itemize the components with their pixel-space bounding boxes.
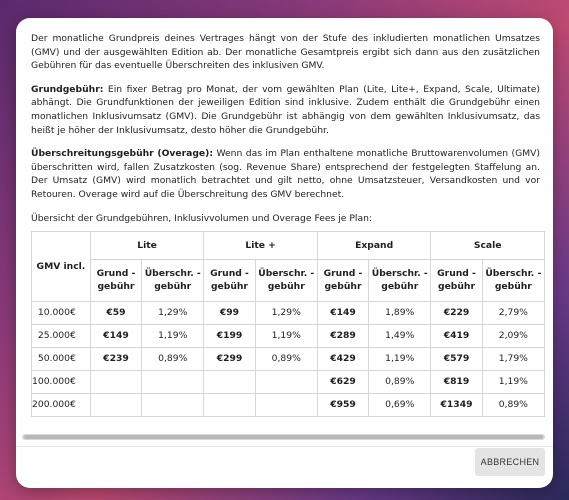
base-fee-cell: €1349: [431, 394, 482, 417]
overage-fee-cell: 1,19%: [142, 325, 204, 348]
table-row: [32, 371, 545, 394]
base-fee-cell: €819: [431, 371, 482, 394]
overage-text: Wenn das im Plan enthaltene monatliche Bruttowarenvolumen (GMV) überschritten wird, fallen Zusatzkosten (sog. Revenue Share) entsprechend der festgelegten Staffelung an. Der Umsatz (GMV) wird monatlich betrachtet und gilt netto, ohne Umsatzsteuer, Versandkosten und vor Retouren. Overage wird auf die Überschreitung des GMV berechnet.: [31, 148, 541, 200]
overage-fee-cell: 0,89%: [255, 348, 317, 371]
base-fee-cell: €149: [90, 325, 141, 348]
base-fee-cell: €149: [317, 302, 368, 325]
base-fee-cell: €99: [204, 302, 255, 325]
sub-header-overage: Überschr. - gebühr: [369, 260, 431, 302]
overage-fee-cell: 1,19%: [369, 348, 431, 371]
gmv-cell: 25.000€: [32, 325, 91, 348]
gmv-cell: 50.000€: [32, 348, 91, 371]
base-fee-cell: [204, 394, 255, 417]
base-fee-cell: €429: [317, 348, 368, 371]
overage-fee-cell: [255, 371, 317, 394]
table-row: [32, 394, 545, 417]
base-fee-paragraph: [31, 83, 540, 137]
base-fee-cell: [90, 394, 141, 417]
base-fee-cell: €239: [90, 348, 141, 371]
base-fee-cell: €629: [317, 371, 368, 394]
base-fee-cell: €419: [431, 325, 482, 348]
overage-fee-cell: [142, 394, 204, 417]
overage-fee-cell: 0,89%: [369, 371, 431, 394]
overage-fee-cell: 1,19%: [255, 325, 317, 348]
base-fee-cell: [204, 371, 255, 394]
sub-header-base: Grund - gebühr: [204, 260, 255, 302]
base-fee-cell: €199: [204, 325, 255, 348]
base-fee-text: Ein fixer Betrag pro Monat, der vom gewählten Plan (Lite, Lite+, Expand, Scale, Ultimate) abhängt. Die Grundfunktionen der jeweiligen Edition sind inklusive. Zudem enthält die Grundgebühr einen monatlichen Inklusivumsatz (GMV). Die Grundgebühr ist abhängig von dem gewählten Inklusivumsatz, das heißt je höher der Inklusivumsatz, desto höher die Grundgebühr.: [31, 83, 540, 136]
overage-title: Überschreitungsgebühr (Overage):: [31, 148, 214, 160]
base-fee-cell: €229: [431, 302, 482, 325]
plan-header-lite-plus: Lite +: [204, 232, 318, 260]
base-fee-cell: €59: [90, 302, 141, 325]
modal-content: [16, 18, 553, 433]
cancel-button[interactable]: ABBRECHEN: [475, 448, 545, 476]
overage-fee-cell: 1,79%: [482, 348, 544, 371]
plan-header-lite: Lite: [90, 232, 204, 260]
overage-fee-cell: 1,89%: [369, 302, 431, 325]
overage-fee-cell: 1,49%: [369, 325, 431, 348]
scrollbar-thumb[interactable]: [24, 435, 543, 439]
overage-fee-cell: 1,19%: [482, 371, 544, 394]
sub-header-base: Grund - gebühr: [431, 260, 482, 302]
plan-header-scale: Scale: [431, 232, 545, 260]
overage-fee-cell: 1,29%: [255, 302, 317, 325]
table-row: [32, 325, 545, 348]
overage-fee-cell: 0,89%: [482, 394, 544, 417]
sub-header-overage: Überschr. - gebühr: [482, 260, 544, 302]
overage-fee-cell: 1,29%: [142, 302, 204, 325]
base-fee-cell: €289: [317, 325, 368, 348]
pricing-modal: [16, 18, 553, 488]
overage-fee-cell: [142, 371, 204, 394]
footer-divider: [16, 446, 553, 447]
overage-fee-cell: 2,09%: [482, 325, 544, 348]
sub-header-base: Grund - gebühr: [90, 260, 141, 302]
overage-fee-cell: 2,79%: [482, 302, 544, 325]
base-fee-cell: €959: [317, 394, 368, 417]
table-row: [32, 348, 545, 371]
gmv-header: GMV incl.: [32, 232, 91, 302]
gmv-cell: 10.000€: [32, 302, 91, 325]
overage-fee-cell: 0,89%: [142, 348, 204, 371]
pricing-table: [31, 231, 545, 417]
sub-header-overage: Überschr. - gebühr: [255, 260, 317, 302]
base-fee-cell: €579: [431, 348, 482, 371]
base-fee-cell: [90, 371, 141, 394]
overage-fee-cell: [255, 394, 317, 417]
plan-header-expand: Expand: [317, 232, 431, 260]
sub-header-base: Grund - gebühr: [317, 260, 368, 302]
table-intro: Übersicht der Grundgebühren, Inklusivvolumen und Overage Fees je Plan:: [31, 212, 373, 224]
horizontal-scrollbar[interactable]: [22, 434, 545, 440]
base-fee-title: Grundgebühr:: [31, 83, 104, 95]
sub-header-overage: Überschr. - gebühr: [142, 260, 204, 302]
gmv-cell: 200.000€: [32, 394, 91, 417]
overage-paragraph: [31, 147, 540, 201]
table-row: [32, 302, 545, 325]
base-fee-cell: €299: [204, 348, 255, 371]
overage-fee-cell: 0,69%: [369, 394, 431, 417]
intro-paragraph: Der monatliche Grundpreis deines Vertrages hängt von der Stufe des inkludierten monatlichen Umsatzes (GMV) und der ausgewählten Edition ab. Der monatliche Gesamtpreis ergibt sich dann aus den zusätzlichen Gebühren für das eventuelle Überschreiten des inklusiven GMV.: [31, 33, 540, 72]
gmv-cell: 100.000€: [32, 371, 91, 394]
